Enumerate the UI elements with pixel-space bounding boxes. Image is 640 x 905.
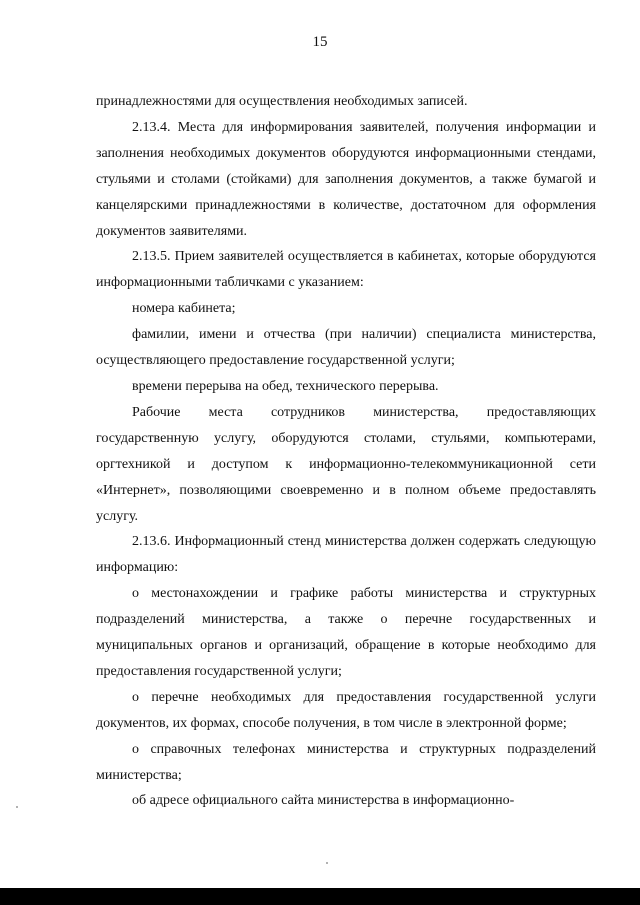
paragraph: о справочных телефонах министерства и структурных подразделений министерства; — [96, 741, 596, 783]
paragraph: об адресе официального сайта министерства в информационно- — [132, 793, 515, 809]
paragraph: Рабочие места сотрудников министерства, предоставляющих государственную услугу, оборудуются столами, стульями, компьютерами, оргтехникой и доступом к информационно-телекоммуникационной сети «Интернет», позволяющими своевременно и в полном объеме предоставлять услугу. — [96, 404, 596, 524]
paragraph: номера кабинета; — [132, 301, 236, 317]
paragraph: 2.13.5. Прием заявителей осуществляется в кабинетах, которые оборудуются информационными табличками с указанием: — [96, 249, 596, 291]
paragraph: 2.13.6. Информационный стенд министерства должен содержать следующую информацию: — [96, 534, 596, 576]
paragraph: о местонахождении и графике работы министерства и структурных подразделений министерства, а также о перечне государственных и муниципальных органов и организаций, обращение в которые необходимо для предоставления государственной услуги; — [96, 586, 596, 679]
page-number: 15 — [312, 34, 328, 50]
paragraph: времени перерыва на обед, технического перерыва. — [132, 378, 439, 394]
paragraph: 2.13.4. Места для информирования заявителей, получения информации и заполнения необходимых документов оборудуются информационными стендами, стульями и столами (стойками) для заполнения документов, а также бумагой и канцелярскими принадлежностями в количестве, достаточном для оформления документов заявителями. — [96, 119, 596, 239]
scan-speck — [16, 806, 18, 808]
paragraph: о перечне необходимых для предоставления государственной услуги документов, их формах, способе получения, в том числе в электронной форме; — [96, 689, 596, 731]
scan-speck — [326, 862, 328, 864]
paragraph: фамилии, имени и отчества (при наличии) специалиста министерства, осуществляющего предоставление государственной услуги; — [96, 327, 596, 369]
scan-edge-bar — [0, 888, 640, 905]
document-body — [96, 89, 596, 814]
paragraph: принадлежностями для осуществления необходимых записей. — [96, 94, 468, 109]
